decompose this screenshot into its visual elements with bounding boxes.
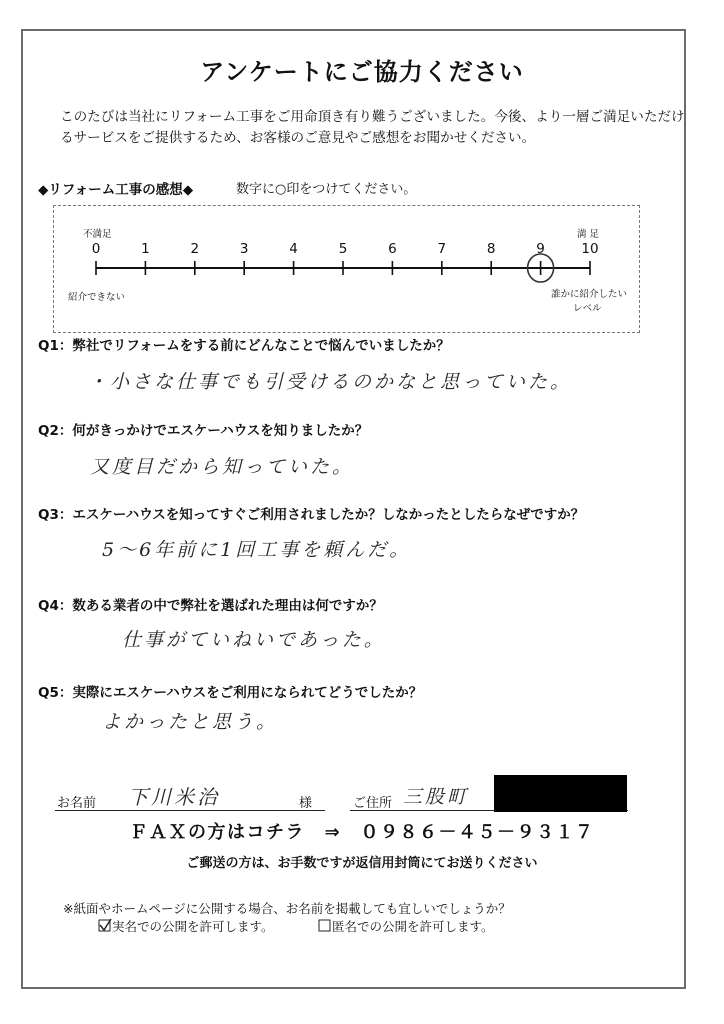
scale-high-label: 満 足 xyxy=(577,229,600,240)
scale-tick-label-9: 9 xyxy=(536,241,545,257)
address-label: ご住所 xyxy=(353,796,393,811)
scale-tick-label-7: 7 xyxy=(437,241,447,257)
scale-low-label: 不満足 xyxy=(83,229,112,240)
name-label: お名前 xyxy=(57,796,97,811)
checkbox-checked-icon[interactable] xyxy=(98,919,112,933)
question-3: Q3：エスケーハウスを知ってすぐご利用されましたか？しなかったとしたらなぜですか？ xyxy=(38,507,585,523)
scale-tick-label-10: 10 xyxy=(581,241,599,257)
scale-high-desc-2: レベル xyxy=(573,303,602,314)
consent-anon-option[interactable] xyxy=(318,917,494,935)
consent-question: ※紙面やホームページに公開する場合、お名前を掲載しても宜しいでしょうか？ xyxy=(63,901,511,916)
form-title: アンケートにご協力ください xyxy=(200,58,524,86)
redaction-block xyxy=(494,775,627,812)
name-value: 下川米治 xyxy=(128,785,220,809)
address-value: 三股町 xyxy=(403,786,470,808)
consent-anon-label: 匿名での公開を許可します。 xyxy=(332,919,494,934)
answer-3: 5～6年前に1回工事を頼んだ。 xyxy=(102,539,412,561)
question-5: Q5：実際にエスケーハウスをご利用になられてどうでしたか？ xyxy=(38,685,423,701)
checkbox-empty-icon[interactable] xyxy=(318,919,332,933)
question-2: Q2：何がきっかけでエスケーハウスを知りましたか？ xyxy=(38,423,369,439)
scale-tick-label-8: 8 xyxy=(486,241,496,257)
answer-1: ・小さな仕事でも引受けるのかなと思っていた。 xyxy=(88,371,573,393)
intro-text: このたびは当社にリフォーム工事をご用命頂き有り難うございました。今後、より一層ご満足いただけるサービスをご提供するため、お客様のご意見やご感想をお聞かせください。 xyxy=(60,109,685,146)
scale-tick-label-2: 2 xyxy=(190,241,200,257)
consent-real-label: 実名での公開を許可します。 xyxy=(112,919,274,934)
answer-4: 仕事がていねいであった。 xyxy=(122,629,386,651)
scale-tick-label-3: 3 xyxy=(239,241,249,257)
answer-5: よかったと思う。 xyxy=(102,711,279,733)
scale-tick-label-6: 6 xyxy=(388,241,397,257)
scale-tick-label-0: 0 xyxy=(91,241,101,257)
scale-section-title: ◆リフォーム工事の感想◆ xyxy=(38,182,194,198)
scale-tick-label-1: 1 xyxy=(141,241,150,257)
honorific: 様 xyxy=(299,796,313,811)
scale-high-desc-1: 誰かに紹介したい xyxy=(551,289,628,300)
question-4: Q4：数ある業者の中で弊社を選ばれた理由は何ですか？ xyxy=(38,598,383,614)
answer-2: 又度目だから知っていた。 xyxy=(90,456,355,478)
question-1: Q1：弊社でリフォームをする前にどんなことで悩んでいましたか？ xyxy=(38,338,450,354)
mail-line: ご郵送の方は、お手数ですが返信用封筒にてお送りください xyxy=(186,856,538,871)
scale-tick-label-5: 5 xyxy=(338,241,348,257)
name-underline xyxy=(55,810,325,811)
scale-tick-label-4: 4 xyxy=(289,241,298,257)
consent-real-option[interactable] xyxy=(98,917,274,935)
scale-instruction: 数字に○印をつけてください。 xyxy=(236,182,417,197)
scale-low-desc: 紹介できない xyxy=(68,292,126,303)
fax-line: ＦＡＸの方はコチラ ⇒ ０９８６－４５－９３１７ xyxy=(129,822,595,843)
